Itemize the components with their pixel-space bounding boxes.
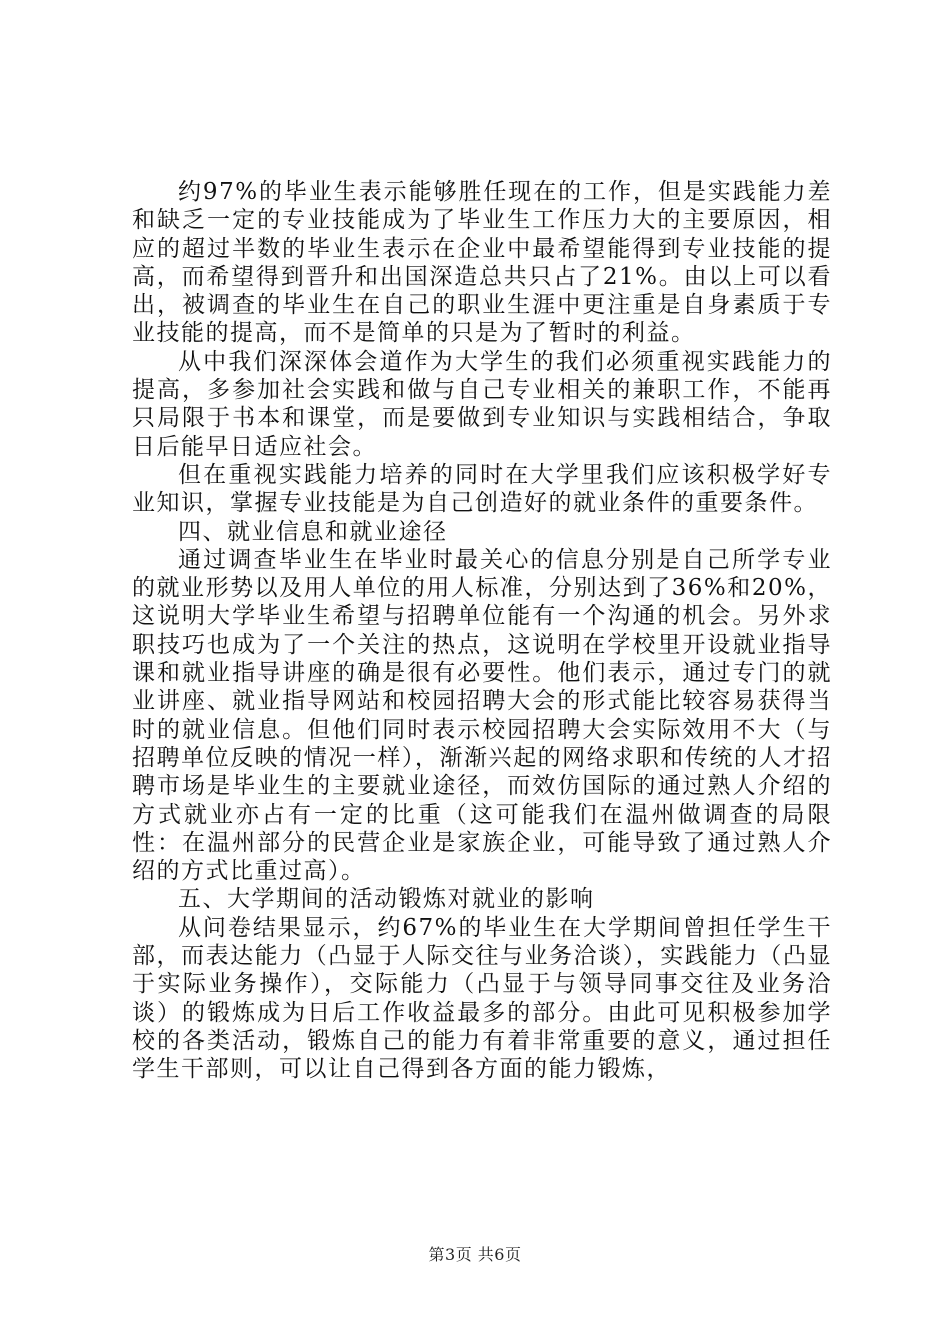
section-heading-campus-activities: 五、大学期间的活动锻炼对就业的影响 bbox=[178, 886, 595, 913]
paragraph-campus-activities: 从问卷结果显示，约67%的毕业生在大学期间曾担任学生干部，而表达能力（凸显于人际交往与业务洽谈），实践能力（凸显于实际业务操作），交际能力（凸显于与领导同事交往及业务洽谈）的锻炼成为日后工作收益最多的部分。由此可见积极参加学校的各类活动，锻炼自己的能力有着非常重要的意义，通过担任学生干部则，可以让自己得到各方面的能力锻炼， bbox=[132, 914, 832, 1083]
paragraph-job-competence: 约97%的毕业生表示能够胜任现在的工作，但是实践能力差和缺乏一定的专业技能成为了毕业生工作压力大的主要原因，相应的超过半数的毕业生表示在企业中最希望能得到专业技能的提高，而希望得到晋升和出国深造总共只占了21%。由以上可以看出，被调查的毕业生在自己的职业生涯中更注重是自身素质于专业技能的提高，而不是简单的只是为了暂时的利益。 bbox=[132, 179, 832, 347]
section-heading-employment-info: 四、就业信息和就业途径 bbox=[178, 518, 448, 545]
page-number-footer: 第3页 共6页 bbox=[428, 1245, 522, 1264]
paragraph-employment-info: 通过调查毕业生在毕业时最关心的信息分别是自己所学专业的就业形势以及用人单位的用人标准，分别达到了36%和20%，这说明大学毕业生希望与招聘单位能有一个沟通的机会。另外求职技巧也成为了一个关注的热点，这说明在学校里开设就业指导课和就业指导讲座的确是很有必要性。他们表示，通过专门的就业讲座、就业指导网站和校园招聘大会的形式能比较容易获得当时的就业信息。但他们同时表示校园招聘大会实际效用不大（与招聘单位反映的情况一样），渐渐兴起的网络求职和传统的人才招聘市场是毕业生的主要就业途径，而效仿国际的通过熟人介绍的方式就业亦占有一定的比重（这可能我们在温州做调查的局限性：在温州部分的民营企业是家族企业，可能导致了通过熟人介绍的方式比重过高）。 bbox=[132, 546, 832, 885]
document-body bbox=[132, 178, 832, 1084]
paragraph-practice-importance: 从中我们深深体会道作为大学生的我们必须重视实践能力的提高，多参加社会实践和做与自己专业相关的兼职工作，不能再只局限于书本和课堂，而是要做到专业知识与实践相结合，争取日后能早日适应社会。 bbox=[132, 348, 832, 460]
paragraph-professional-knowledge: 但在重视实践能力培养的同时在大学里我们应该积极学好专业知识，掌握专业技能是为自己创造好的就业条件的重要条件。 bbox=[132, 461, 832, 517]
